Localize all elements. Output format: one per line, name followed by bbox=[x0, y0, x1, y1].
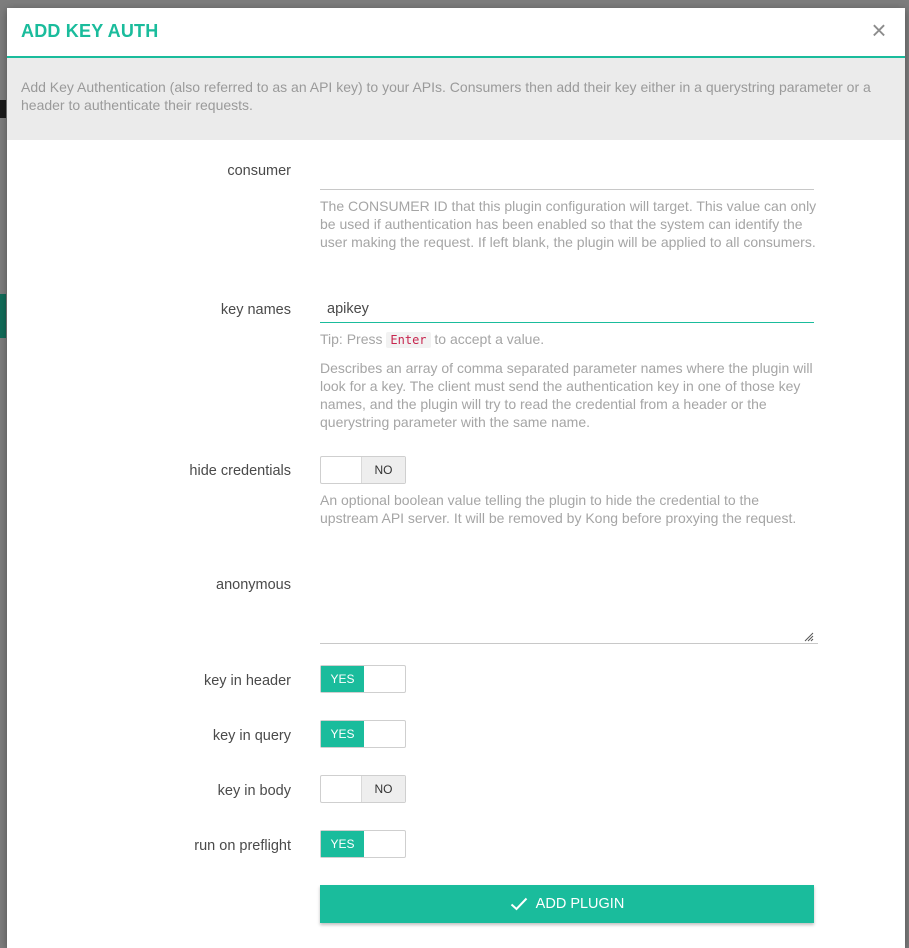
run-on-preflight-toggle[interactable] bbox=[320, 830, 406, 858]
toggle-state: NO bbox=[361, 457, 405, 483]
run-on-preflight-label: run on preflight bbox=[194, 838, 291, 854]
add-plugin-label: ADD PLUGIN bbox=[535, 896, 625, 912]
key-in-body-label: key in body bbox=[217, 783, 291, 799]
modal-description: Add Key Authentication (also referred to as an API key) to your APIs. Consumers then add their key either in a querystring parameter or a header to authenticate their requests. bbox=[7, 58, 905, 140]
tip-prefix: Tip: Press bbox=[320, 331, 383, 347]
modal-header bbox=[7, 8, 905, 58]
tip-suffix: to accept a value. bbox=[434, 331, 545, 347]
anonymous-label: anonymous bbox=[216, 577, 291, 593]
key-in-header-label: key in header bbox=[203, 673, 291, 689]
backdrop-fragment bbox=[0, 100, 6, 118]
backdrop-fragment bbox=[0, 294, 6, 338]
consumer-input[interactable] bbox=[320, 162, 814, 190]
anonymous-textarea[interactable] bbox=[320, 579, 818, 644]
toggle-state: YES bbox=[321, 831, 364, 857]
hide-credentials-toggle[interactable] bbox=[320, 456, 406, 484]
hide-credentials-help-text: An optional boolean value telling the plugin to hide the credential to the upstream API server. It will be removed by Kong before proxying the request. bbox=[320, 492, 797, 526]
key-names-tip bbox=[320, 331, 544, 347]
consumer-label: consumer bbox=[227, 163, 291, 179]
modal-title: ADD KEY AUTH bbox=[21, 21, 159, 41]
toggle-state: YES bbox=[321, 666, 364, 692]
consumer-help-text: The CONSUMER ID that this plugin configuration will target. This value can only be used if authentication has been enabled so that the system can identify the user making the request. If left blank, the plugin will be applied to all consumers. bbox=[320, 198, 817, 250]
key-names-help-text: Describes an array of comma separated parameter names where the plugin will look for a key. The client must send the authentication key in one of those key names, and the plugin will try to read the credential from a header or the querystring parameter with the same name. bbox=[320, 360, 813, 430]
resize-grip-icon[interactable] bbox=[804, 629, 814, 639]
key-in-query-label: key in query bbox=[212, 728, 291, 744]
close-icon[interactable]: × bbox=[871, 15, 887, 45]
toggle-state: YES bbox=[321, 721, 364, 747]
key-names-input[interactable] bbox=[320, 295, 814, 323]
check-icon bbox=[510, 897, 528, 911]
key-in-query-toggle[interactable] bbox=[320, 720, 406, 748]
key-in-header-toggle[interactable] bbox=[320, 665, 406, 693]
add-plugin-button[interactable] bbox=[320, 885, 814, 923]
add-key-auth-modal bbox=[7, 8, 905, 948]
enter-key-hint: Enter bbox=[386, 332, 430, 348]
key-names-label: key names bbox=[220, 302, 291, 318]
toggle-state: NO bbox=[361, 776, 405, 802]
key-in-body-toggle[interactable] bbox=[320, 775, 406, 803]
hide-credentials-label: hide credentials bbox=[189, 463, 291, 479]
